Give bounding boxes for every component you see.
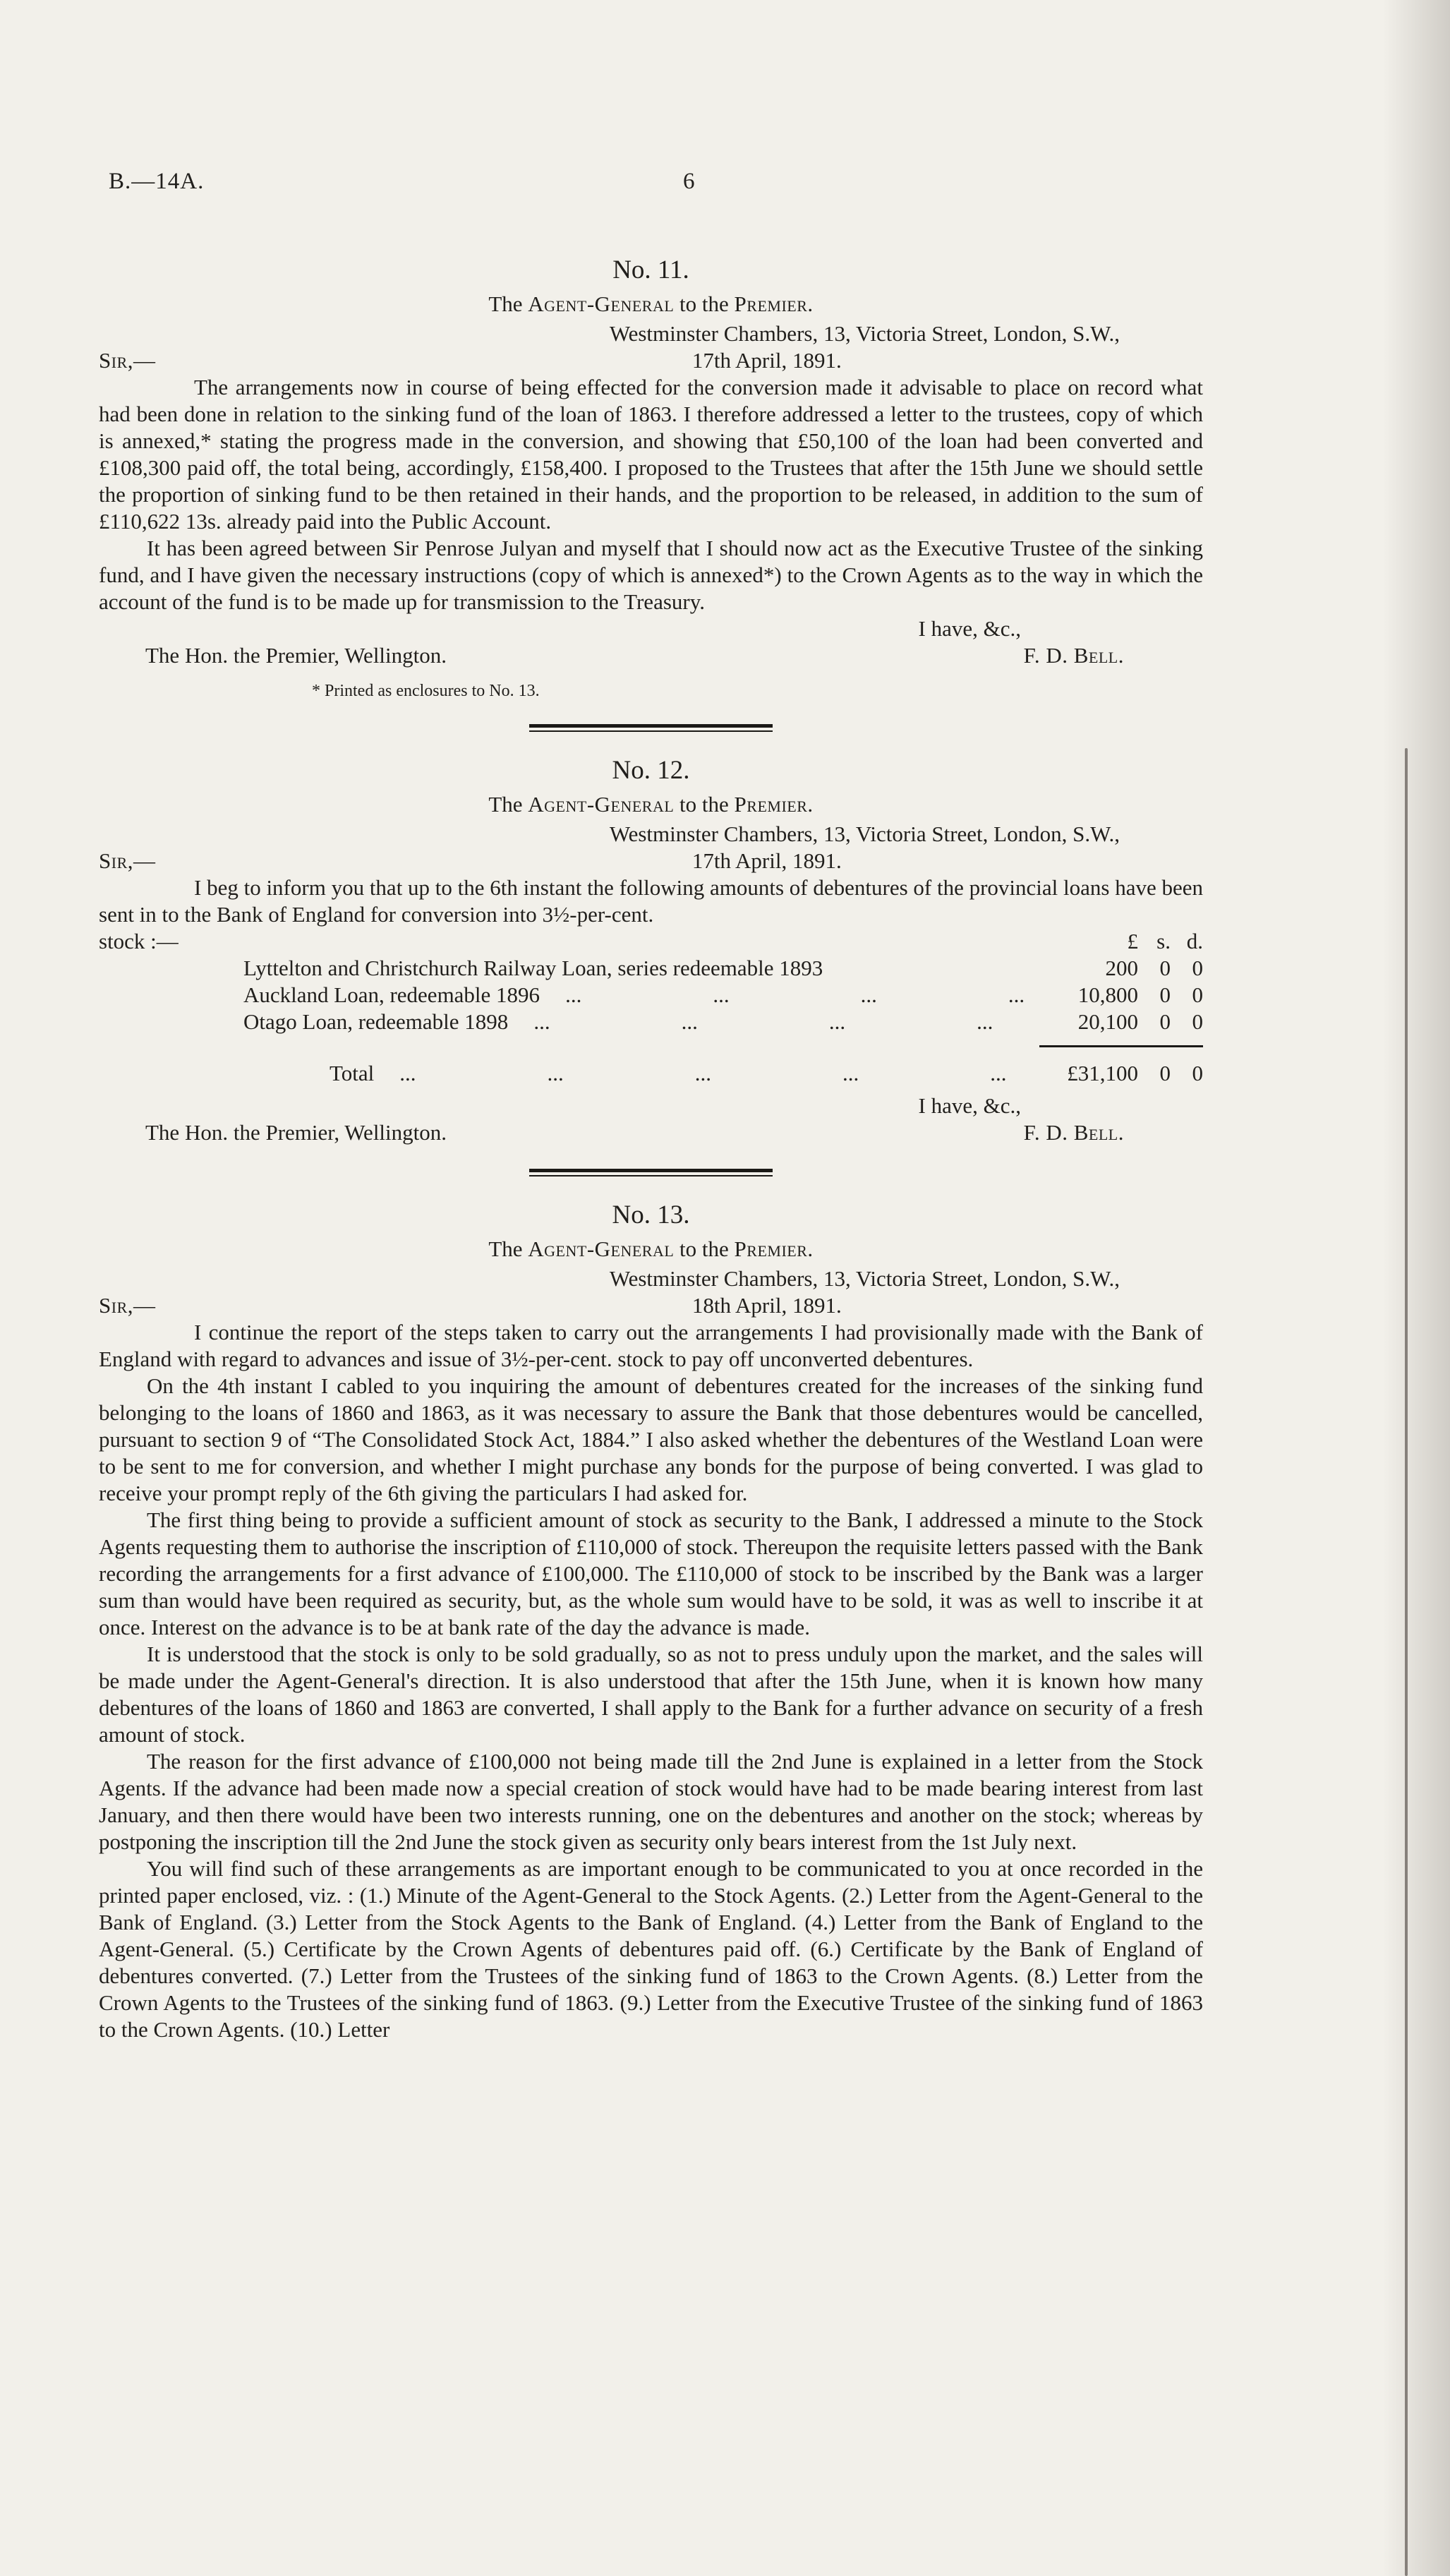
total-rule bbox=[1039, 1045, 1203, 1047]
signature: F. D. Bell. bbox=[1023, 643, 1124, 668]
addressee: The Hon. the Premier, Wellington. bbox=[145, 1120, 447, 1145]
letter-title: No. 12. bbox=[612, 756, 690, 785]
paragraph: It is understood that the stock is only to be sold gradually, so as not to press unduly upon the market, and the sales will be made under the Agent-General's direction. It is also understood that after the 15th June, when it is known how many debentures of the loans of 1860 and 1863 are converted, I shall apply to the Bank for a further advance on security of a fresh amount of stock. bbox=[99, 1642, 1203, 1747]
sender-address: Westminster Chambers, 13, Victoria Street, London, S.W., bbox=[609, 321, 1120, 346]
heading-mid: to the bbox=[679, 291, 729, 316]
letter-date: 17th April, 1891. bbox=[691, 348, 842, 373]
letter-heading bbox=[99, 291, 1203, 318]
paragraph: The reason for the first advance of £100,000 not being made till the 2nd June is explained in a letter from the Stock Agents. If the advance had been made now a special creation of stock would have had to be made bearing interest from last January, and then there would have been two interests running, one on the debentures and another on the stock; whereas by postponing the inscription till the 2nd June the stock given as security only bears interest from the 1st July next. bbox=[99, 1749, 1203, 1854]
amount-pounds: 10,800 bbox=[1077, 982, 1138, 1007]
amount-pence: 0 bbox=[1192, 956, 1203, 980]
signature-line bbox=[99, 1119, 1203, 1146]
paragraph-tail: stock :— bbox=[99, 929, 179, 953]
letter-title: No. 11. bbox=[612, 255, 689, 284]
document-reference: B.—14A. bbox=[109, 169, 205, 194]
table-row bbox=[243, 982, 1203, 1009]
amount-pence: 0 bbox=[1192, 1009, 1203, 1034]
letter-no-12 bbox=[99, 757, 1203, 1146]
leader-dots: ... ... ... ... bbox=[533, 1009, 993, 1034]
salutation-line bbox=[99, 848, 1203, 874]
section-divider bbox=[529, 1169, 773, 1176]
heading-premier: Premier. bbox=[734, 1236, 814, 1261]
amount-pounds: 20,100 bbox=[1077, 1009, 1138, 1034]
heading-premier: Premier. bbox=[734, 792, 814, 817]
addressee: The Hon. the Premier, Wellington. bbox=[145, 643, 447, 668]
paragraph: The arrangements now in course of being effected for the conversion made it advisable to place on record what had been done in relation to the sinking fund of the loan of 1863. I therefore addressed a letter to the trustees, copy of which is annexed,* stating the progress made in the conversion, and showing that £50,100 of the loan had been converted and £108,300 paid off, the total being, accordingly, £158,400. I proposed to the Trustees that after the 15th June we should settle the proportion of sinking fund to be then retained in their hands, and the proportion to be released, in addition to the sum of £110,622 13s. already paid into the Public Account. bbox=[99, 375, 1203, 534]
leader-dots: ... ... ... ... ... bbox=[399, 1061, 1007, 1085]
section-divider bbox=[529, 724, 773, 732]
amount-pounds: 200 bbox=[1105, 956, 1138, 980]
sender-address: Westminster Chambers, 13, Victoria Street, London, S.W., bbox=[609, 1266, 1120, 1291]
signature-line bbox=[99, 642, 1203, 669]
heading-pre: The bbox=[488, 291, 523, 316]
heading-agent-general: Agent-General bbox=[528, 792, 675, 817]
valediction: I have, &c., bbox=[918, 1093, 1021, 1118]
salutation-line bbox=[99, 347, 1203, 374]
letter-heading bbox=[99, 1236, 1203, 1263]
paragraph: I beg to inform you that up to the 6th instant the following amounts of debentures of the provincial loans have been sent in to the Bank of England for conversion into 3½-per-cent. bbox=[99, 875, 1203, 927]
letter-no-11 bbox=[99, 257, 1203, 702]
total-pounds: £31,100 bbox=[1067, 1061, 1138, 1085]
paragraph: You will find such of these arrangements as are important enough to be communicated to you at once recorded in the printed paper enclosed, viz. : (1.) Minute of the Agent-General to the Stock Agents. (2.) Letter from the Agent-General to the Bank of England. (3.) Letter from the Stock Agents to the Bank of England. (4.) Letter from the Bank of England to the Agent-General. (5.) Certificate by the Crown Agents of debentures paid off. (6.) Certificate by the Bank of England of debentures converted. (7.) Letter from the Trustees of the sinking fund of 1863 to the Crown Agents. (8.) Letter from the Crown Agents to the Trustees of the sinking fund of 1863. (9.) Letter from the Executive Trustee of the sinking fund of 1863 to the Crown Agents. (10.) Letter bbox=[99, 1856, 1203, 2042]
paragraph: I continue the report of the steps taken to carry out the arrangements I had provisionally made with the Bank of England with regard to advances and issue of 3½-per-cent. stock to pay off unconverted debentures. bbox=[99, 1320, 1203, 1371]
row-label: Auckland Loan, redeemable 1896 bbox=[243, 982, 540, 1007]
signature: F. D. Bell. bbox=[1023, 1120, 1124, 1145]
row-label: Otago Loan, redeemable 1898 bbox=[243, 1009, 509, 1034]
heading-agent-general: Agent-General bbox=[528, 1236, 675, 1261]
heading-pre: The bbox=[488, 792, 523, 817]
column-header-shillings: s. bbox=[1156, 929, 1171, 953]
amount-shillings: 0 bbox=[1159, 956, 1171, 980]
scan-edge-shadow bbox=[1383, 0, 1450, 2576]
table-header-line bbox=[99, 928, 1203, 955]
page-header bbox=[99, 168, 1203, 196]
column-header-pounds: £ bbox=[1127, 929, 1138, 953]
letter-date: 17th April, 1891. bbox=[691, 848, 842, 873]
letter-date: 18th April, 1891. bbox=[691, 1293, 842, 1318]
paragraph: The first thing being to provide a sufficient amount of stock as security to the Bank, I addressed a minute to the Stock Agents requesting them to authorise the inscription of £110,000 of stock. Thereupon the requisite letters passed with the Bank recording the arrangements for a first advance of £100,000. The £110,000 of stock to be inscribed by the Bank was a larger sum than would have been required as security, but, as the whole sum would have to be sold, it was as well to inscribe it at once. Interest on the advance is to be at bank rate of the day the advance is made. bbox=[99, 1507, 1203, 1639]
page-number: 6 bbox=[683, 169, 695, 194]
table-row bbox=[243, 1009, 1203, 1035]
total-shillings: 0 bbox=[1159, 1061, 1171, 1085]
scan-edge-line bbox=[1405, 748, 1408, 2576]
footnote: * Printed as enclosures to No. 13. bbox=[312, 682, 540, 700]
page-content bbox=[99, 168, 1203, 2043]
paragraph: On the 4th instant I cabled to you inquiring the amount of debentures created for the increases of the sinking fund belonging to the loans of 1860 and 1863, as it was necessary to assure the Bank that those debentures would be cancelled, pursuant to section 9 of “The Consolidated Stock Act, 1884.” I also asked whether the debentures of the Westland Loan were to be sent to me for conversion, and whether I might purchase any bonds for the purpose of being converted. I was glad to receive your prompt reply of the 6th giving the particulars I had asked for. bbox=[99, 1373, 1203, 1505]
total-label: Total bbox=[330, 1061, 375, 1085]
letter-heading bbox=[99, 791, 1203, 818]
row-label: Lyttelton and Christchurch Railway Loan, series redeemable 1893 bbox=[243, 956, 823, 980]
loan-conversion-table bbox=[243, 955, 1203, 1087]
total-pence: 0 bbox=[1192, 1061, 1203, 1085]
heading-agent-general: Agent-General bbox=[528, 291, 675, 316]
letter-title: No. 13. bbox=[612, 1200, 690, 1229]
amount-pence: 0 bbox=[1192, 982, 1203, 1007]
amount-shillings: 0 bbox=[1159, 982, 1171, 1007]
heading-premier: Premier. bbox=[734, 291, 814, 316]
amount-shillings: 0 bbox=[1159, 1009, 1171, 1034]
heading-mid: to the bbox=[679, 792, 729, 817]
salutation: Sir,— bbox=[99, 1293, 156, 1318]
heading-mid: to the bbox=[679, 1236, 729, 1261]
table-column-headers bbox=[1043, 928, 1203, 955]
total-row bbox=[243, 1060, 1203, 1087]
salutation: Sir,— bbox=[99, 848, 156, 873]
salutation-line bbox=[99, 1292, 1203, 1319]
valediction: I have, &c., bbox=[918, 616, 1021, 641]
sender-address: Westminster Chambers, 13, Victoria Street, London, S.W., bbox=[609, 821, 1120, 846]
salutation: Sir,— bbox=[99, 348, 156, 373]
letter-no-13 bbox=[99, 1202, 1203, 2043]
table-row bbox=[243, 955, 1203, 982]
heading-pre: The bbox=[488, 1236, 523, 1261]
column-header-pence: d. bbox=[1186, 929, 1203, 953]
leader-dots: ... ... ... ... bbox=[565, 982, 1025, 1007]
paragraph: It has been agreed between Sir Penrose Julyan and myself that I should now act as the Executive Trustee of the sinking fund, and I have given the necessary instructions (copy of which is annexed*) to the Crown Agents as to the way in which the account of the fund is to be made up for transmission to the Treasury. bbox=[99, 536, 1203, 614]
